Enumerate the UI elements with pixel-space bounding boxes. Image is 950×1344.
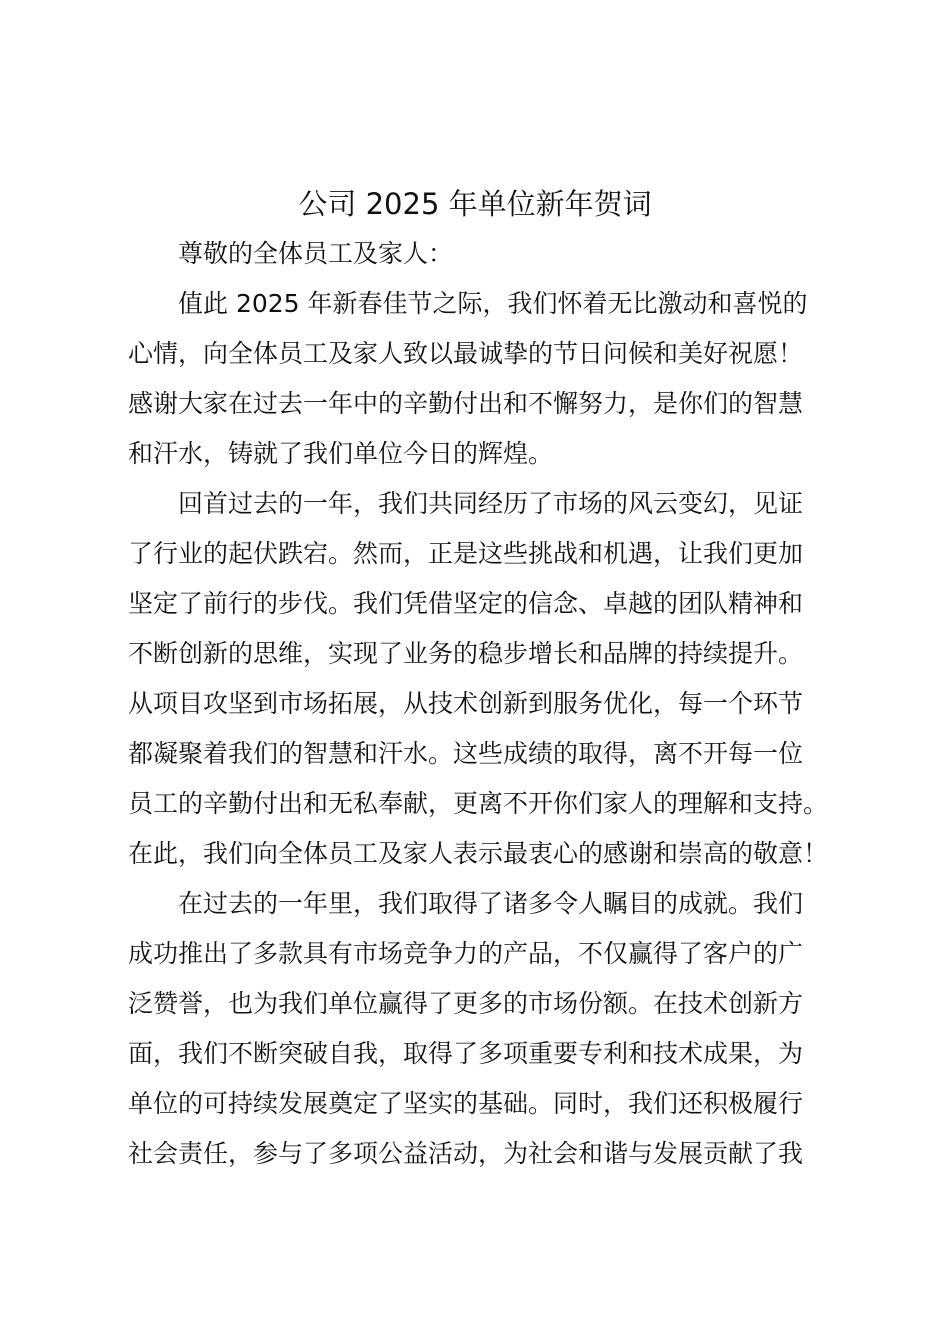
paragraph-2-line-5: 从项目攻坚到市场拓展，从技术创新到服务优化，每一个环节 [128, 689, 804, 718]
document-title: 公司 2025 年单位新年贺词 [298, 187, 652, 221]
paragraph-2-line-4: 不断创新的思维，实现了业务的稳步增长和品牌的持续提升。 [128, 639, 804, 668]
paragraph-1-line-2: 心情，向全体员工及家人致以最诚挚的节日问候和美好祝愿！ [128, 339, 804, 368]
paragraph-2-line-2: 了行业的起伏跌宕。然而，正是这些挑战和机遇，让我们更加 [128, 539, 804, 568]
paragraph-3-line-4: 面，我们不断突破自我，取得了多项重要专利和技术成果，为 [128, 1039, 804, 1068]
paragraph-2-line-1: 回首过去的一年，我们共同经历了市场的风云变幻，见证 [178, 489, 804, 518]
paragraph-1-line-1: 值此 2025 年新春佳节之际，我们怀着无比激动和喜悦的 [178, 289, 808, 318]
paragraph-2-line-8: 在此，我们向全体员工及家人表示最衷心的感谢和崇高的敬意！ [128, 839, 829, 868]
paragraph-3-line-5: 单位的可持续发展奠定了坚实的基础。同时，我们还积极履行 [128, 1089, 804, 1118]
salutation: 尊敬的全体员工及家人： [178, 239, 454, 268]
paragraph-1-line-3: 感谢大家在过去一年中的辛勤付出和不懈努力，是你们的智慧 [128, 389, 804, 418]
paragraph-2-line-7: 员工的辛勤付出和无私奉献，更离不开你们家人的理解和支持。 [128, 789, 829, 818]
paragraph-3-line-2: 成功推出了多款具有市场竞争力的产品，不仅赢得了客户的广 [128, 939, 804, 968]
paragraph-1-line-4: 和汗水，铸就了我们单位今日的辉煌。 [128, 439, 554, 468]
paragraph-2-line-6: 都凝聚着我们的智慧和汗水。这些成绩的取得，离不开每一位 [128, 739, 804, 768]
paragraph-3-line-3: 泛赞誉，也为我们单位赢得了更多的市场份额。在技术创新方 [128, 989, 804, 1018]
paragraph-3-line-6: 社会责任，参与了多项公益活动，为社会和谐与发展贡献了我 [128, 1139, 804, 1168]
paragraph-2-line-3: 坚定了前行的步伐。我们凭借坚定的信念、卓越的团队精神和 [128, 589, 804, 618]
paragraph-3-line-1: 在过去的一年里，我们取得了诸多令人瞩目的成就。我们 [178, 889, 804, 918]
